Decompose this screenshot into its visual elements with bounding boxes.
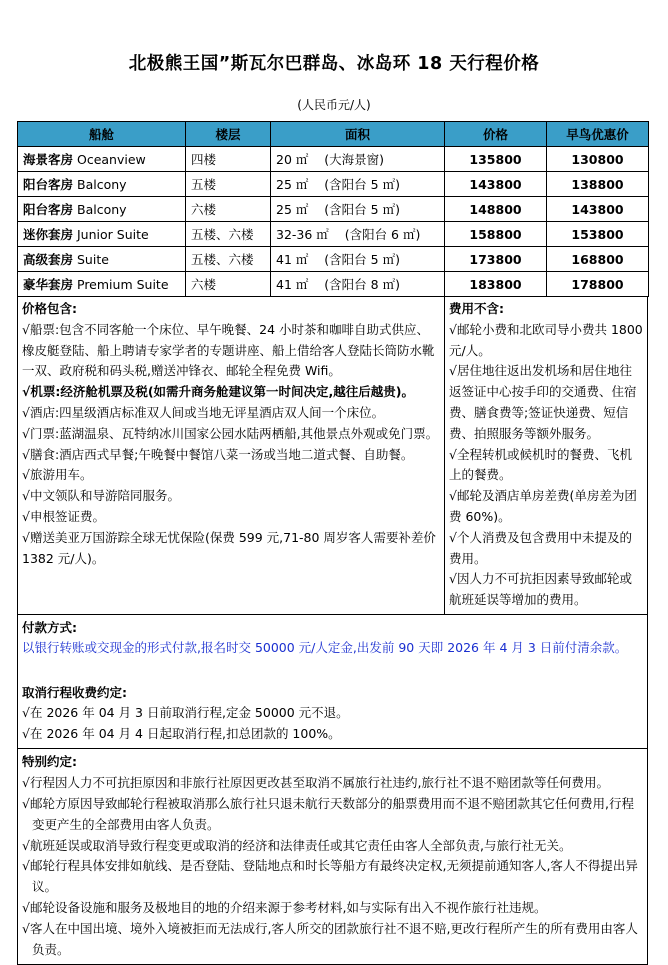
floor-cell: 五楼、六楼 bbox=[186, 222, 271, 247]
special-terms-section bbox=[17, 749, 648, 965]
price-cell: 183800 bbox=[445, 272, 547, 297]
price-cell: 158800 bbox=[445, 222, 547, 247]
included-item: √膳食:酒店西式早餐;午晚餐中餐馆八菜一汤或当地二道式餐、自助餐。 bbox=[22, 446, 414, 462]
payment-heading: 付款方式: bbox=[22, 619, 77, 635]
currency-unit: (人民币元/人) bbox=[297, 98, 371, 112]
floor-cell: 四楼 bbox=[186, 147, 271, 172]
table-row bbox=[18, 222, 649, 247]
price-cell: 173800 bbox=[445, 247, 547, 272]
area-cell: 41 ㎡ (含阳台 8 ㎡) bbox=[271, 272, 445, 297]
early-price-cell: 138800 bbox=[547, 172, 649, 197]
early-price-cell: 130800 bbox=[547, 147, 649, 172]
price-cell: 143800 bbox=[445, 172, 547, 197]
excluded-item: √居住地往返出发机场和居住地往返签证中心按手印的交通费、住宿费、膳食费等;签证快递费、短信费、拍照服务等额外服务。 bbox=[449, 363, 637, 441]
excluded-item: √邮轮及酒店单房差费(单房差为团费 60%)。 bbox=[449, 488, 637, 524]
excluded-item: √全程转机或候机时的餐费、飞机上的餐费。 bbox=[449, 446, 632, 483]
cabin-cell: 阳台客房 Balcony bbox=[18, 172, 186, 197]
price-cell: 148800 bbox=[445, 197, 547, 222]
header-floor: 楼层 bbox=[186, 122, 271, 147]
included-item: √赠送美亚万国游踪全球无忧保险(保费 599 元,71-80 周岁客人需要补差价 1382 元/人)。 bbox=[22, 529, 436, 566]
table-row bbox=[18, 272, 649, 297]
cabin-cell: 迷你套房 Junior Suite bbox=[18, 222, 186, 247]
area-cell: 20 ㎡ (大海景窗) bbox=[271, 147, 445, 172]
table-row bbox=[18, 247, 649, 272]
included-item: √酒店:四星级酒店标准双人间或当地无评星酒店双人间一个床位。 bbox=[22, 404, 385, 420]
special-item: √邮轮行程具体安排如航线、是否登陆、登陆地点和时长等船方有最终决定权,无须提前通知客人,客人不得提出异议。 bbox=[22, 858, 638, 895]
page-title: 北极熊王国”斯瓦尔巴群岛、冰岛环 18 天行程价格 bbox=[128, 54, 540, 74]
cancel-heading: 取消行程收费约定: bbox=[22, 684, 127, 700]
floor-cell: 六楼 bbox=[186, 272, 271, 297]
included-item: √申根签证费。 bbox=[22, 508, 105, 524]
excluded-heading: 费用不含: bbox=[449, 301, 504, 316]
included-item: √中文领队和导游陪同服务。 bbox=[22, 488, 180, 504]
table-row bbox=[18, 147, 649, 172]
table-row bbox=[18, 197, 649, 222]
area-cell: 25 ㎡ (含阳台 5 ㎡) bbox=[271, 197, 445, 222]
cabin-cell: 阳台客房 Balcony bbox=[18, 197, 186, 222]
price-cell: 135800 bbox=[445, 147, 547, 172]
special-item: √邮轮设备设施和服务及极地目的地的介绍来源于参考材料,如与实际有出入不视作旅行社违规。 bbox=[22, 900, 547, 916]
included-item: √门票:蓝湖温泉、瓦特纳冰川国家公园水陆两栖船,其他景点外观或免门票。 bbox=[22, 425, 439, 441]
header-early-price: 早鸟优惠价 bbox=[547, 122, 649, 147]
content-wrapper bbox=[17, 121, 648, 965]
price-table bbox=[17, 121, 649, 297]
cancel-item: √在 2026 年 04 月 3 日前取消行程,定金 50000 元不退。 bbox=[22, 705, 349, 721]
included-item: √船票:包含不同客舱一个床位、早午晚餐、24 小时茶和咖啡自助式供应、橡皮艇登陆、船上聘请专家学者的专题讲座、船上借给客人登陆长筒防水靴一双、政府税和码头税,赠送冲锋衣、邮轮全程免费 Wifi。 bbox=[22, 321, 435, 379]
cabin-cell: 海景客房 Oceanview bbox=[18, 147, 186, 172]
area-cell: 25 ㎡ (含阳台 5 ㎡) bbox=[271, 172, 445, 197]
excluded-item: √邮轮小费和北欧司导小费共 1800 元/人。 bbox=[449, 321, 643, 358]
included-item: √机票:经济舱机票及税(如需升商务舱建议第一时间决定,越往后越贵)。 bbox=[22, 384, 415, 400]
area-cell: 32-36 ㎡ (含阳台 6 ㎡) bbox=[271, 222, 445, 247]
payment-section bbox=[17, 615, 648, 750]
included-heading: 价格包含: bbox=[22, 301, 77, 316]
floor-cell: 五楼、六楼 bbox=[186, 247, 271, 272]
excluded-fees bbox=[445, 297, 647, 614]
floor-cell: 六楼 bbox=[186, 197, 271, 222]
excluded-item: √个人消费及包含费用中未提及的费用。 bbox=[449, 529, 632, 566]
special-item: √邮轮方原因导致邮轮行程被取消那么旅行社只退未航行天数部分的船票费用而不退不赔团款其它任何费用,行程变更产生的全部费用由客人负责。 bbox=[22, 796, 634, 832]
cabin-cell: 高级套房 Suite bbox=[18, 247, 186, 272]
header-cabin: 船舱 bbox=[18, 122, 186, 147]
table-row bbox=[18, 172, 649, 197]
special-item: √航班延误或取消导致行程变更或取消的经济和法律责任或其它责任由客人全部负责,与旅行社无关。 bbox=[22, 837, 572, 853]
payment-text: 以银行转账或交现金的形式付款,报名时交 50000 元/人定金,出发前 90 天即 2026 年 4 月 3 日前付清余款。 bbox=[22, 640, 628, 656]
early-price-cell: 143800 bbox=[547, 197, 649, 222]
fees-section bbox=[17, 297, 648, 615]
table-header-row bbox=[18, 122, 649, 147]
special-item: √客人在中国出境、境外入境被拒而无法成行,客人所交的团款旅行社不退不赔,更改行程所产生的所有费用由客人负责。 bbox=[22, 920, 638, 957]
special-item: √行程因人力不可抗拒原因和非旅行社原因更改甚至取消不属旅行社违约,旅行社不退不赔团款等任何费用。 bbox=[22, 775, 609, 791]
cabin-cell: 豪华套房 Premium Suite bbox=[18, 272, 186, 297]
cancel-item: √在 2026 年 04 月 4 日起取消行程,扣总团款的 100%。 bbox=[22, 725, 341, 741]
header-area: 面积 bbox=[271, 122, 445, 147]
early-price-cell: 168800 bbox=[547, 247, 649, 272]
special-heading: 特别约定: bbox=[22, 754, 77, 770]
area-cell: 41 ㎡ (含阳台 5 ㎡) bbox=[271, 247, 445, 272]
early-price-cell: 178800 bbox=[547, 272, 649, 297]
header-price: 价格 bbox=[445, 122, 547, 147]
early-price-cell: 153800 bbox=[547, 222, 649, 247]
excluded-item: √因人力不可抗拒因素导致邮轮或航班延误等增加的费用。 bbox=[449, 571, 632, 608]
floor-cell: 五楼 bbox=[186, 172, 271, 197]
included-item: √旅游用车。 bbox=[22, 467, 93, 483]
included-fees bbox=[18, 297, 445, 614]
